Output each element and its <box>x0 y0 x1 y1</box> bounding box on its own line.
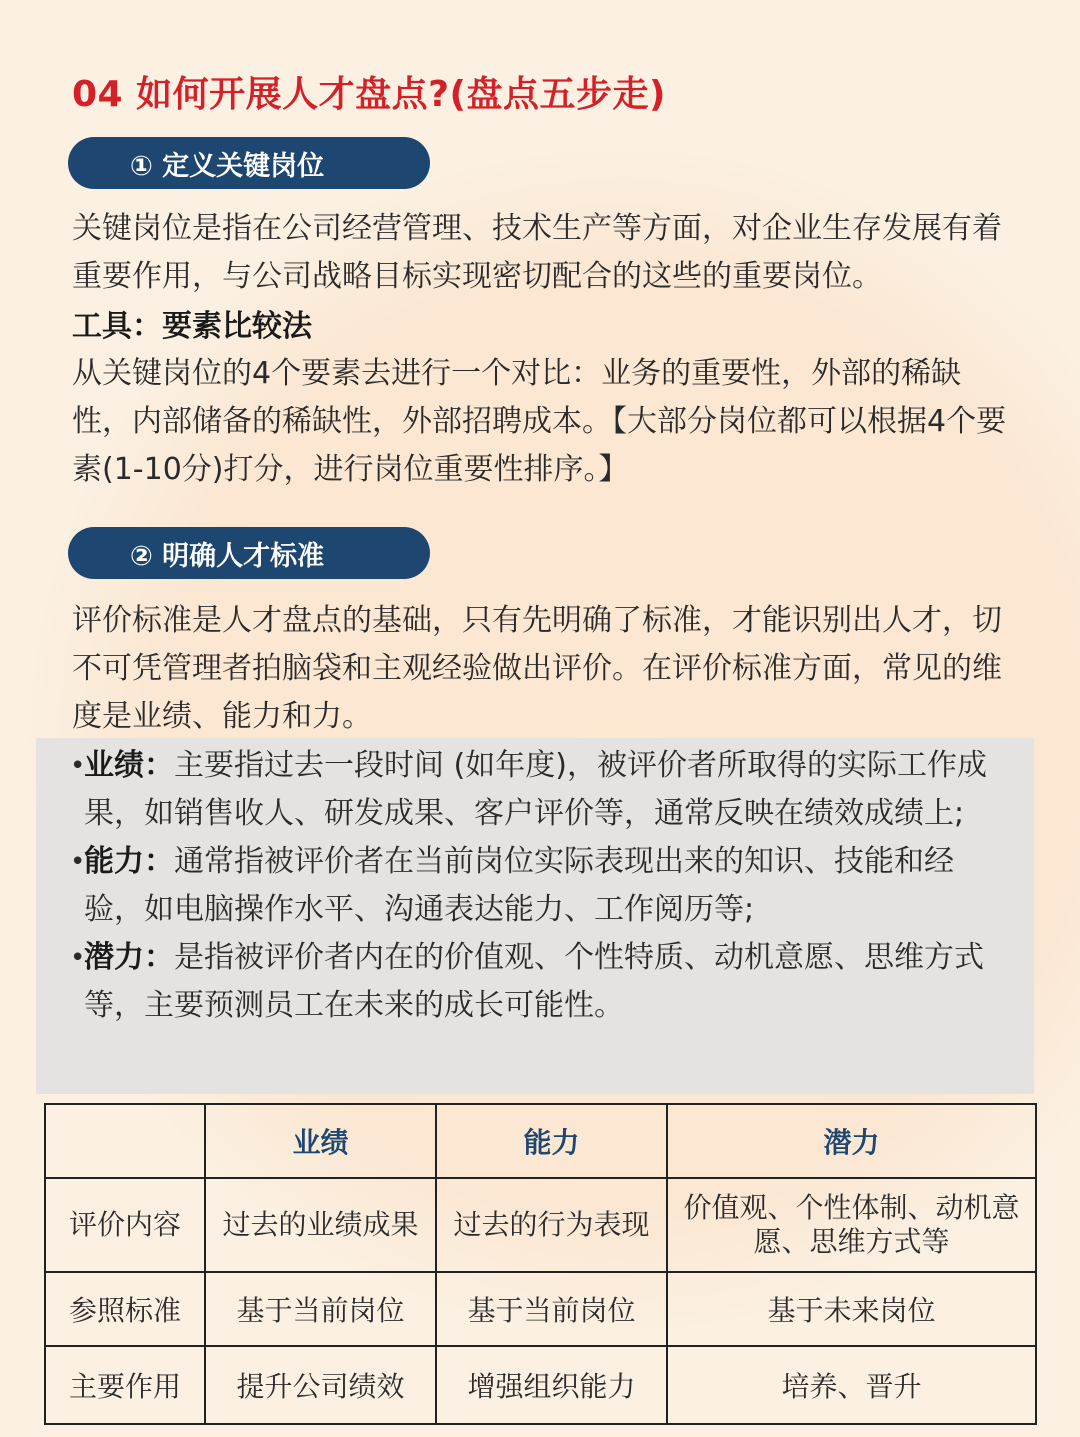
table-row <box>45 1272 1036 1346</box>
table-cell: 过去的业绩成果 <box>205 1178 436 1272</box>
table-cell: 基于当前岗位 <box>205 1272 436 1346</box>
page-title: 04 如何开展人才盘点?(盘点五步走) <box>72 74 666 115</box>
table-cell: 提升公司绩效 <box>205 1346 436 1424</box>
criteria-item-performance <box>72 742 1012 838</box>
table-header: 能力 <box>436 1104 667 1178</box>
table-header: 潜力 <box>667 1104 1036 1178</box>
table-row <box>45 1178 1036 1272</box>
table-cell: 价值观、个性体制、动机意愿、思维方式等 <box>667 1178 1036 1272</box>
criteria-label: 潜力： <box>84 940 174 975</box>
table-cell: 主要作用 <box>45 1346 205 1424</box>
table-cell: 培养、晋升 <box>667 1346 1036 1424</box>
table-cell: 增强组织能力 <box>436 1346 667 1424</box>
step1-tool-label: 工具：要素比较法 <box>72 309 312 344</box>
criteria-label: 能力： <box>84 844 174 879</box>
criteria-text: 主要指过去一段时间 (如年度)，被评价者所取得的实际工作成果，如销售收人、研发成果、客户评价等，通常反映在绩效成绩上; <box>84 748 987 831</box>
table-row <box>45 1346 1036 1424</box>
criteria-text: 是指被评价者内在的价值观、个性特质、动机意愿、思维方式等，主要预测员工在未来的成长可能性。 <box>84 940 984 1023</box>
table-cell: 参照标准 <box>45 1272 205 1346</box>
step1-tool-description: 从关键岗位的4个要素去进行一个对比：业务的重要性，外部的稀缺性，内部储备的稀缺性，外部招聘成本。【大部分岗位都可以根据4个要素(1-10分)打分，进行岗位重要性排序。】 <box>72 356 1007 487</box>
step1-badge: ① 定义关键岗位 <box>68 137 430 189</box>
table-cell: 基于当前岗位 <box>436 1272 667 1346</box>
criteria-item-ability <box>72 838 1012 934</box>
step2-badge: ② 明确人才标准 <box>68 527 430 579</box>
criteria-label: 业绩： <box>84 748 174 783</box>
table-cell: 基于未来岗位 <box>667 1272 1036 1346</box>
table-header-row <box>45 1104 1036 1178</box>
table-cell: 评价内容 <box>45 1178 205 1272</box>
table-header: 业绩 <box>205 1104 436 1178</box>
step1-description: 关键岗位是指在公司经营管理、技术生产等方面，对企业生存发展有着重要作用，与公司战略目标实现密切配合的这些的重要岗位。 <box>72 211 1002 294</box>
table-cell: 过去的行为表现 <box>436 1178 667 1272</box>
table-header <box>45 1104 205 1178</box>
comparison-table <box>44 1103 1037 1425</box>
step2-description: 评价标准是人才盘点的基础，只有先明确了标准，才能识别出人才，切不可凭管理者拍脑袋和主观经验做出评价。在评价标准方面，常见的维度是业绩、能力和力。 <box>72 603 1002 734</box>
criteria-text: 通常指被评价者在当前岗位实际表现出来的知识、技能和经验，如电脑操作水平、沟通表达能力、工作阅历等; <box>84 844 954 927</box>
criteria-list <box>72 742 1012 1030</box>
criteria-item-potential <box>72 934 1012 1030</box>
